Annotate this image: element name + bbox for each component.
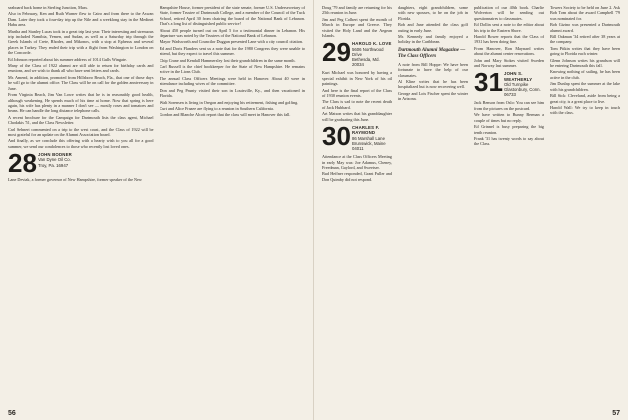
paragraph: Kurt Michael was honored by having a special exhibit in New York of his oil paintings. <box>322 70 392 87</box>
paragraph: John and Mary Stokes visited Sweden and Norway last summer. <box>474 57 544 69</box>
right-column-3 <box>474 5 544 420</box>
paragraph: Art Matson writes that his granddaughter will be graduating this June. <box>322 111 392 122</box>
secretary-address-line: 86 Marshall Lane <box>352 135 385 141</box>
right-column-1 <box>322 5 392 420</box>
paragraph: Mr. Kennedy and family enjoyed a holiday in the Caribbean. <box>398 34 468 45</box>
paragraph: And here is the final report of the Class of 1930 reunion events. <box>322 87 392 99</box>
paragraph: Ed Johnson reported about his summer address of 1014 Gulls Wingate. <box>8 56 127 62</box>
paragraph: Jim and Peg Colbert spent the month of March in Europe and Greece. They visited the Holy Land and the Aegean Islands. <box>322 16 392 39</box>
paragraph: We have written to Bunny Berman a couple of times but no reply. <box>474 112 544 123</box>
paragraph: Bob Gizino was presented a Dartmouth alumni award. <box>550 22 620 33</box>
class-secretary <box>504 71 544 97</box>
paragraph: Mayor Wadsworth and Councilor Duggan presented Lane with a city council citation. <box>159 39 304 45</box>
class-secretary <box>38 152 72 168</box>
class-heading <box>8 148 154 179</box>
paragraph: A recent brochure for the Campaign for Dartmouth lists the class agent, Michael Chodakis '51, and the Class Newsletter. <box>8 114 154 126</box>
class-number: 31 <box>474 67 503 98</box>
paragraph: Glenn Johnson writes his grandson will be entering Dartmouth this fall. <box>550 57 620 69</box>
section-heading: Dartmouth Alumni Magazine — The Class Officers <box>398 47 466 59</box>
class-heading <box>474 67 544 98</box>
paragraph: Carl Sehnert commented on a trip to the west coast, and the Class of 1922 will be most grateful for an update on the Alumni Association board. <box>8 126 154 137</box>
paragraph: seaboard back home in Sterling Junction, Mass. <box>8 5 89 10</box>
secretary-address-line: Old Turnpike <box>504 81 529 87</box>
paragraph: Bob and Jane attended the class golf outing in early June. <box>398 22 468 33</box>
paragraph: And finally, as we conclude this offering with a hearty wish to you all for a good summer, we send our condolences to those who recently lost loved ones. <box>8 138 154 149</box>
class-secretary <box>352 125 392 151</box>
paragraph: Ed Dollin sent a note to the editor about his trip to the Eastern Shore. <box>474 22 544 33</box>
paragraph: Attendance at the Class Officers Meeting in early May was: Joe Adamus, Cheney, Freedman, Gaylord, and Sweetser. <box>322 154 392 170</box>
secretary-address-line: 5606 Northwood Drive <box>352 46 384 57</box>
paragraph: Mr. Amend, in addition, promoted from Hillsboro Beach, Fla., that one of those days he will go to the alumni office. The Class will be on call for the golden anniversary in June. <box>8 74 154 91</box>
left-column-1 <box>8 5 154 420</box>
paragraph: The Class is sad to note the recent death of Jack Hubbard. <box>322 99 392 110</box>
paragraph: George and Lois Fischer spent the winter in Arizona. <box>398 90 468 102</box>
paragraph: Knowing nothing of sailing, he has been active in the club. <box>550 69 620 80</box>
paragraph: Martha and Stanley Lucas took in a great trip last year. Their interesting and strenuous trip included Namibia, Yemen, and Sudan, as well as a Saturday trip through the Greek Islands of Crete, Rhodes, and Mikonos, with a stop at Ephesus and several places in Turkey. They ended their trip with a flight from Washington to London on the Concorde. <box>8 28 154 56</box>
paragraph: From Virginia Beach, Jim Van Lowe writes that he is in reasonably good health, although weakening. He spends much of his time at home. Now that spring is here again, his wife has plenty in a manner I don't see — mostly roses and tomatoes and beans. He can handle the long distance telephone calls. <box>8 92 154 114</box>
secretary-address-line: Glastonbury, Conn. 06733 <box>504 87 541 98</box>
paragraph: Doug '79 and family are returning for his 25th reunion in June. <box>322 5 392 16</box>
paragraph: daughters, eight grandchildren, some with new spouses, to be on the job in Florida. <box>398 5 468 21</box>
paragraph: Frank '31 has twenty words to say about the Class. <box>474 135 544 147</box>
paragraph: Tom Pitkin writes that they have been going to Florida each winter. <box>550 45 620 57</box>
paragraph: Bill Sick: Cleveland, aside from being a great city, is a great place to live. <box>550 93 620 104</box>
paragraph: Towers Society to be held on June 2. Ask Bob Tom about the award Campbell '79 was nominated for. <box>550 5 620 21</box>
class-number: 30 <box>322 121 351 152</box>
left-column-2 <box>160 5 306 420</box>
paragraph: Bill Oakman '34 retired after 38 years at the company. <box>550 34 620 45</box>
secretary-name: HAROLD K. LOVE <box>352 41 392 47</box>
paragraph: Chip Crane and Kendall Hammersley lost their grandchildren in the same month. <box>159 57 296 63</box>
paragraph: publication of our 40th book. Charlie Wolverton will be sending out questionnaires to classmates. <box>474 5 544 21</box>
paragraph: Carl Russell is the chief bookkeeper for the State of New Hampshire. He remains active in the Lions Club. <box>159 64 305 75</box>
paragraph: Gordon and Blanche Alcott report that the class will meet in Hanover this fall. <box>159 112 291 118</box>
paragraph: Many of the Class of 1922 alumni are still able to return for birthday cards and reunions, and we wish to thank all who have sent letters and cards. <box>8 63 154 74</box>
secretary-address-line: Van Dyne Oil Co. <box>38 157 71 163</box>
paragraph: Harold Wall: We try to keep in touch with the class. <box>550 104 620 116</box>
secretary-address-line: Bethesda, Md. 20034 <box>352 57 380 68</box>
paragraph: Hampshire House, former president of the state senate, former U.S. Undersecretary of State, former Trustee of Dartmouth College, and a member of the Council of the Tuck School, retired April 30 from chairing the board of the National Bank of Lebanon. That's a long list of distinguished public service! <box>159 5 305 27</box>
paragraph: Walt Sorensen is living in Oregon and enjoying his retirement, fishing and golfing. <box>159 99 299 105</box>
right-column-4 <box>550 5 620 420</box>
paragraph: Jim Dunlap spent the summer at the lake with his grandchildren. <box>550 81 620 92</box>
class-heading <box>322 37 392 68</box>
secretary-address-line: Brunswick, Maine 04011 <box>352 140 386 151</box>
paragraph: Al Kline writes that he has been hospitalized but is now recovering well. <box>398 79 468 90</box>
paragraph: Curt and Alice Frazee are flying to a reunion in Southern California. <box>159 105 274 111</box>
page-number: 57 <box>612 410 620 417</box>
paragraph: Don and Peg Prunty visited their son in Louisville, Ky., and then vacationed in Florida. <box>159 87 305 99</box>
secretary-name: CHARLES F. RAYMOND <box>352 125 380 136</box>
paragraph: Harold Bower reports that the Class of 1931 has been doing fine. <box>474 34 544 45</box>
right-column-2 <box>398 5 468 420</box>
paragraph: Bud Heffner responded, Grant Fuller and Don Quimby did not respond. <box>322 171 392 182</box>
class-heading <box>322 121 392 152</box>
paragraph: Ed Grinnel is busy preparing the big tenth reunion. <box>474 124 544 135</box>
paragraph: Ed and Doris Flanders sent us a note that for the 1980 Congress they were unable to attend, but they expect to travel this summer. <box>159 45 305 57</box>
paragraph: Also in February, Ken and Ruth Warner flew to Cairo and from there to the Aswan Dam. Later they took a four-day trip up the Nile and a weeklong stay in the Medinet Habu area. <box>8 11 154 28</box>
paragraph: Lane Deviak, a former governor of New Hampshire, former speaker of the New <box>8 177 142 183</box>
right-page <box>314 0 628 420</box>
secretary-address-line: Troy, Pa. 16947 <box>38 162 69 168</box>
page-number: 56 <box>8 410 16 417</box>
paragraph: A note from Bill Hoppe: We have been fortunate to have the help of our classmates. <box>398 61 468 78</box>
secretary-name: JOHN BODNER <box>38 152 72 158</box>
paragraph: Jack Benson from Oslo: You can see him from the pictures on the postcard. <box>474 100 544 111</box>
secretary-name: JOHN S. WEATHERLY <box>504 71 533 82</box>
paragraph: The annual Class Officers Meetings were held in Hanover. About 40 were in attendance including wives of the committee. <box>159 75 305 87</box>
paragraph: About 450 people turned out on April 5 for a testimonial dinner in Lebanon. His departure was noted by the Trustees of the National Bank of Lebanon. <box>159 27 305 39</box>
paragraph: From Hanover, Ron Maynard writes about the alumni center renovations. <box>474 45 544 57</box>
class-number: 29 <box>322 37 351 68</box>
class-secretary <box>352 41 392 67</box>
class-number: 28 <box>8 148 37 179</box>
